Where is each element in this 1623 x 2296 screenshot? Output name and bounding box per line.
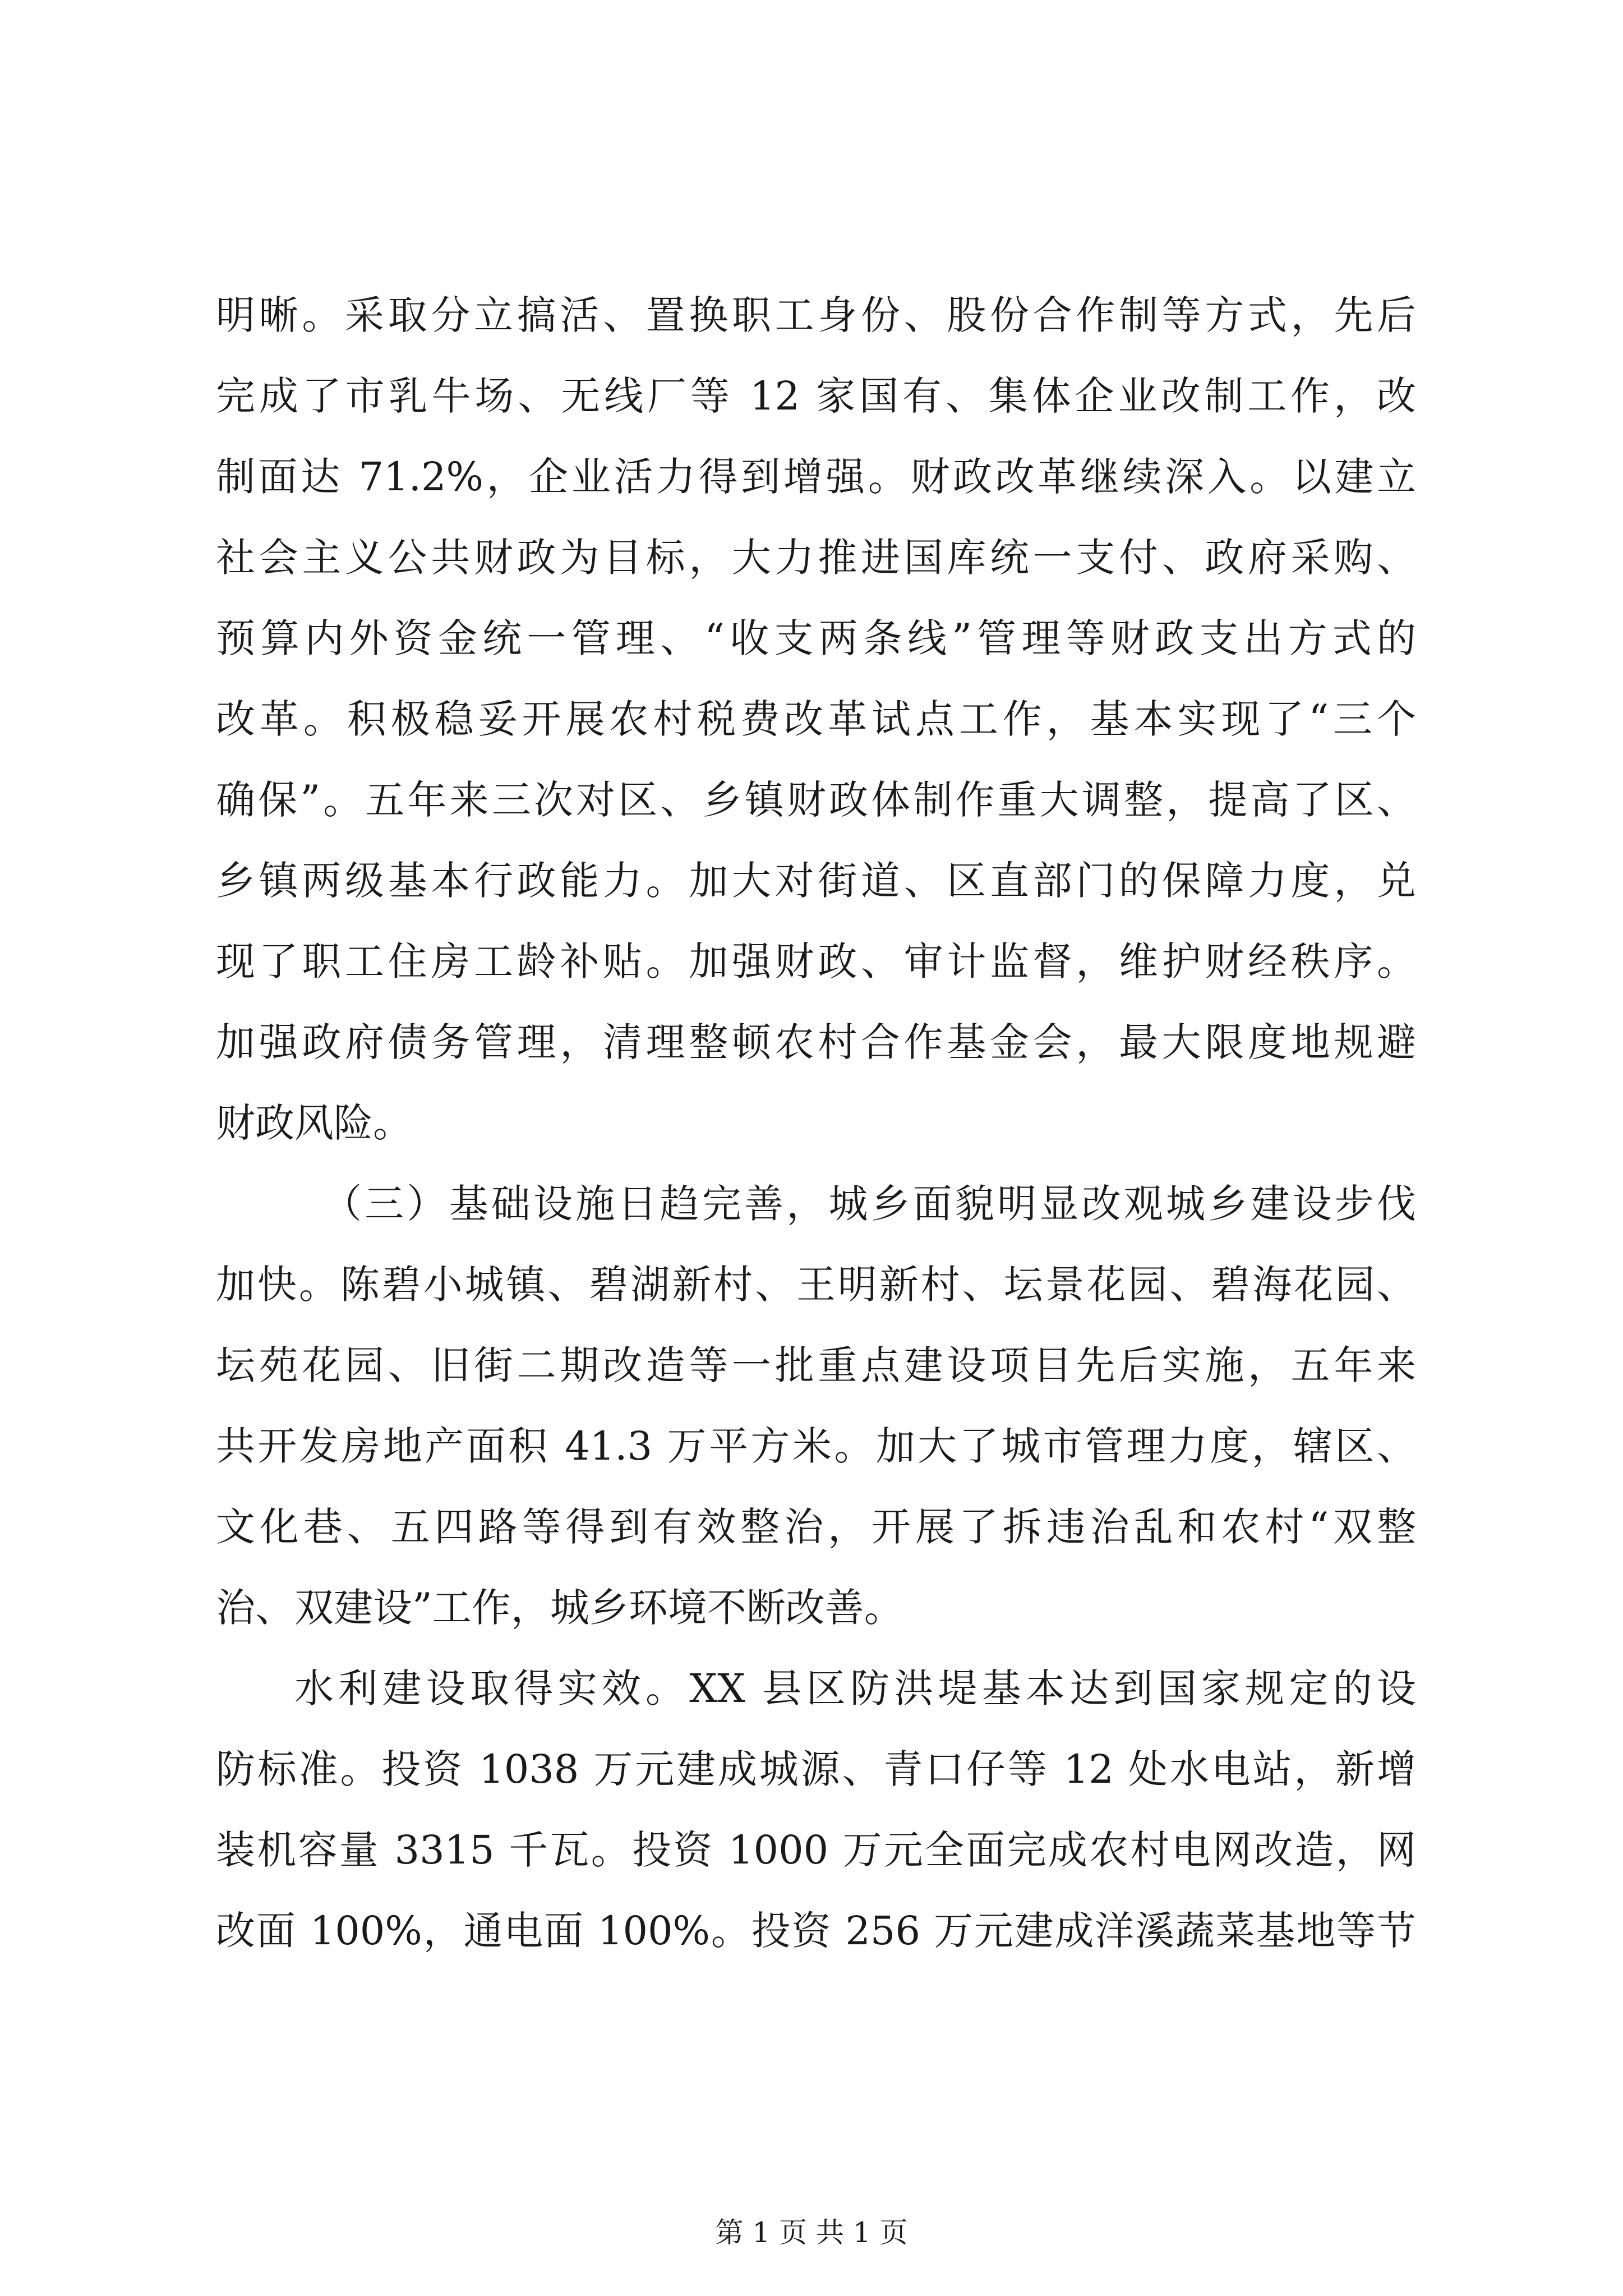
text-line: 共开发房地产面积 41.3 万平方米。加大了城市管理力度，辖区、 [216,1423,1416,1469]
body-text [216,275,1416,1971]
text-line: 乡镇两级基本行政能力。加大对街道、区直部门的保障力度，兑 [216,858,1416,904]
text-line: 完成了市乳牛场、无线厂等 12 家国有、集体企业改制工作，改 [216,373,1416,419]
text-line: 社会主义公共财政为目标，大力推进国库统一支付、政府采购、 [216,535,1416,581]
text-line: 改面 100%，通电面 100%。投资 256 万元建成洋溪蔬菜基地等节 [216,1908,1416,1954]
text-line: 财政风险。 [216,1100,412,1146]
page-number-footer: 第 1 页 共 1 页 [715,2216,908,2249]
text-line: 现了职工住房工龄补贴。加强财政、审计监督，维护财经秩序。 [216,938,1416,984]
text-line: 预算内外资金统一管理、“收支两条线”管理等财政支出方式的 [216,615,1416,661]
text-line: 坛苑花园、旧街二期改造等一批重点建设项目先后实施，五年来 [216,1342,1416,1388]
text-line: 改革。积极稳妥开展农村税费改革试点工作，基本实现了“三个 [216,696,1416,742]
text-line: 防标准。投资 1038 万元建成城源、青口仔等 12 处水电站，新增 [216,1746,1416,1792]
paragraph-first-line: 水利建设取得实效。XX 县区防洪堤基本达到国家规定的设 [294,1665,1416,1711]
text-line: 加快。陈碧小城镇、碧湖新村、王明新村、坛景花园、碧海花园、 [216,1262,1416,1308]
text-line: 治、双建设”工作，城乡环境不断改善。 [216,1585,903,1631]
text-line: 加强政府债务管理，清理整顿农村合作基金会，最大限度地规避 [216,1019,1416,1065]
text-line: 明晰。采取分立搞活、置换职工身份、股份合作制等方式，先后 [216,292,1416,338]
text-line: 制面达 71.2%，企业活力得到增强。财政改革继续深入。以建立 [216,454,1416,500]
text-line: 装机容量 3315 千瓦。投资 1000 万元全面完成农村电网改造，网 [216,1827,1416,1873]
text-line: 文化巷、五四路等得到有效整治，开展了拆违治乱和农村“双整 [216,1504,1416,1550]
text-line: 确保”。五年来三次对区、乡镇财政体制作重大调整，提高了区、 [216,777,1416,823]
paragraph-first-line: （三）基础设施日趋完善，城乡面貌明显改观城乡建设步伐 [322,1181,1416,1227]
